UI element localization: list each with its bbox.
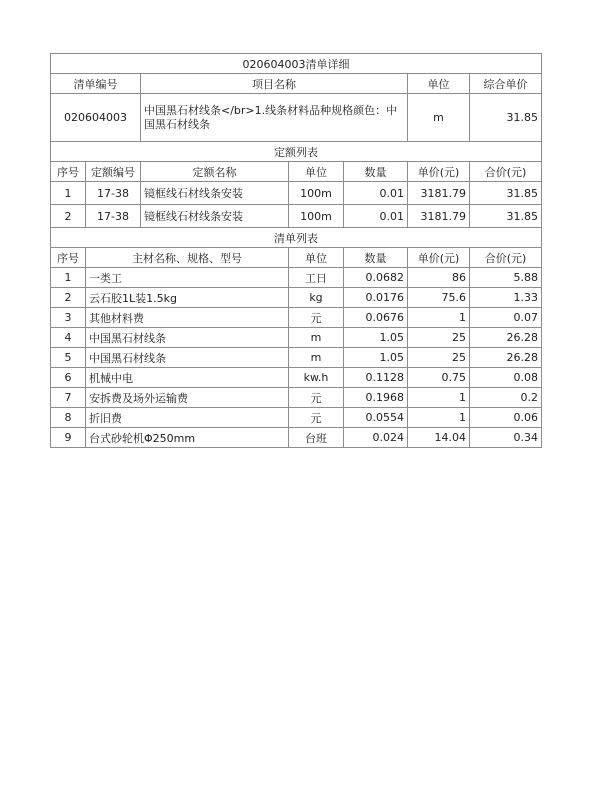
material-price: 25 bbox=[408, 348, 470, 368]
quota-total: 31.85 bbox=[470, 205, 542, 228]
header-bill-code: 清单编号 bbox=[51, 74, 141, 94]
material-unit: m bbox=[289, 328, 344, 348]
material-row bbox=[51, 348, 542, 368]
bill-item-name: 中国黑石材线条</br>1.线条材料品种规格颜色：中国黑石材线条 bbox=[141, 94, 408, 142]
material-qty: 0.0682 bbox=[344, 268, 408, 288]
quota-no: 1 bbox=[51, 182, 86, 205]
material-price: 0.75 bbox=[408, 368, 470, 388]
material-no: 3 bbox=[51, 308, 86, 328]
material-qty: 1.05 bbox=[344, 348, 408, 368]
material-no: 8 bbox=[51, 408, 86, 428]
material-qty: 1.05 bbox=[344, 328, 408, 348]
material-unit: m bbox=[289, 348, 344, 368]
quota-header-no: 序号 bbox=[51, 162, 86, 182]
material-price: 14.04 bbox=[408, 428, 470, 448]
materials-header-total: 合价(元) bbox=[470, 248, 542, 268]
material-row bbox=[51, 268, 542, 288]
materials-header-qty: 数量 bbox=[344, 248, 408, 268]
bill-detail-table bbox=[50, 53, 542, 448]
material-total: 0.06 bbox=[470, 408, 542, 428]
quota-section-title: 定额列表 bbox=[51, 142, 542, 162]
material-total: 1.33 bbox=[470, 288, 542, 308]
material-unit: 工日 bbox=[289, 268, 344, 288]
material-qty: 0.1128 bbox=[344, 368, 408, 388]
quota-row bbox=[51, 205, 542, 228]
material-unit: 元 bbox=[289, 388, 344, 408]
materials-header-price: 单价(元) bbox=[408, 248, 470, 268]
quota-qty: 0.01 bbox=[344, 182, 408, 205]
quota-name: 镜框线石材线条安装 bbox=[141, 182, 289, 205]
material-name: 机械中电 bbox=[86, 368, 289, 388]
material-row bbox=[51, 328, 542, 348]
material-price: 1 bbox=[408, 408, 470, 428]
material-total: 0.08 bbox=[470, 368, 542, 388]
material-row bbox=[51, 428, 542, 448]
material-name: 云石胶1L装1.5kg bbox=[86, 288, 289, 308]
quota-header-name: 定额名称 bbox=[141, 162, 289, 182]
quota-price: 3181.79 bbox=[408, 182, 470, 205]
quota-code: 17-38 bbox=[86, 182, 141, 205]
header-unit-price: 综合单价 bbox=[470, 74, 542, 94]
material-total: 5.88 bbox=[470, 268, 542, 288]
header-item-name: 项目名称 bbox=[141, 74, 408, 94]
quota-unit: 100m bbox=[289, 205, 344, 228]
bill-price: 31.85 bbox=[470, 94, 542, 142]
material-qty: 0.1968 bbox=[344, 388, 408, 408]
quota-unit: 100m bbox=[289, 182, 344, 205]
material-total: 26.28 bbox=[470, 328, 542, 348]
header-unit: 单位 bbox=[408, 74, 470, 94]
material-no: 5 bbox=[51, 348, 86, 368]
material-row bbox=[51, 408, 542, 428]
material-qty: 0.024 bbox=[344, 428, 408, 448]
material-price: 75.6 bbox=[408, 288, 470, 308]
material-total: 26.28 bbox=[470, 348, 542, 368]
quota-header-unit: 单位 bbox=[289, 162, 344, 182]
material-unit: kg bbox=[289, 288, 344, 308]
quota-name: 镜框线石材线条安装 bbox=[141, 205, 289, 228]
quota-total: 31.85 bbox=[470, 182, 542, 205]
quota-header-qty: 数量 bbox=[344, 162, 408, 182]
material-name: 折旧费 bbox=[86, 408, 289, 428]
material-name: 其他材料费 bbox=[86, 308, 289, 328]
material-name: 中国黑石材线条 bbox=[86, 348, 289, 368]
material-name: 台式砂轮机Φ250mm bbox=[86, 428, 289, 448]
material-qty: 0.0554 bbox=[344, 408, 408, 428]
material-unit: kw.h bbox=[289, 368, 344, 388]
material-no: 6 bbox=[51, 368, 86, 388]
material-name: 中国黑石材线条 bbox=[86, 328, 289, 348]
material-no: 1 bbox=[51, 268, 86, 288]
material-qty: 0.0176 bbox=[344, 288, 408, 308]
material-price: 1 bbox=[408, 388, 470, 408]
quota-code: 17-38 bbox=[86, 205, 141, 228]
materials-header-name: 主材名称、规格、型号 bbox=[86, 248, 289, 268]
material-unit: 台班 bbox=[289, 428, 344, 448]
material-row bbox=[51, 308, 542, 328]
quota-header-total: 合价(元) bbox=[470, 162, 542, 182]
bill-unit: m bbox=[408, 94, 470, 142]
quota-no: 2 bbox=[51, 205, 86, 228]
table-title: 020604003清单详细 bbox=[51, 54, 542, 74]
material-price: 25 bbox=[408, 328, 470, 348]
material-total: 0.34 bbox=[470, 428, 542, 448]
material-row bbox=[51, 388, 542, 408]
material-no: 2 bbox=[51, 288, 86, 308]
material-unit: 元 bbox=[289, 308, 344, 328]
quota-price: 3181.79 bbox=[408, 205, 470, 228]
quota-row bbox=[51, 182, 542, 205]
material-row bbox=[51, 288, 542, 308]
quota-header-price: 单价(元) bbox=[408, 162, 470, 182]
material-row bbox=[51, 368, 542, 388]
material-total: 0.07 bbox=[470, 308, 542, 328]
quota-qty: 0.01 bbox=[344, 205, 408, 228]
materials-section-title: 清单列表 bbox=[51, 228, 542, 248]
materials-header-unit: 单位 bbox=[289, 248, 344, 268]
material-price: 1 bbox=[408, 308, 470, 328]
quota-header-code: 定额编号 bbox=[86, 162, 141, 182]
material-price: 86 bbox=[408, 268, 470, 288]
material-total: 0.2 bbox=[470, 388, 542, 408]
material-no: 7 bbox=[51, 388, 86, 408]
material-unit: 元 bbox=[289, 408, 344, 428]
material-no: 9 bbox=[51, 428, 86, 448]
materials-header-no: 序号 bbox=[51, 248, 86, 268]
material-no: 4 bbox=[51, 328, 86, 348]
bill-code: 020604003 bbox=[51, 94, 141, 142]
material-name: 安拆费及场外运输费 bbox=[86, 388, 289, 408]
material-name: 一类工 bbox=[86, 268, 289, 288]
material-qty: 0.0676 bbox=[344, 308, 408, 328]
